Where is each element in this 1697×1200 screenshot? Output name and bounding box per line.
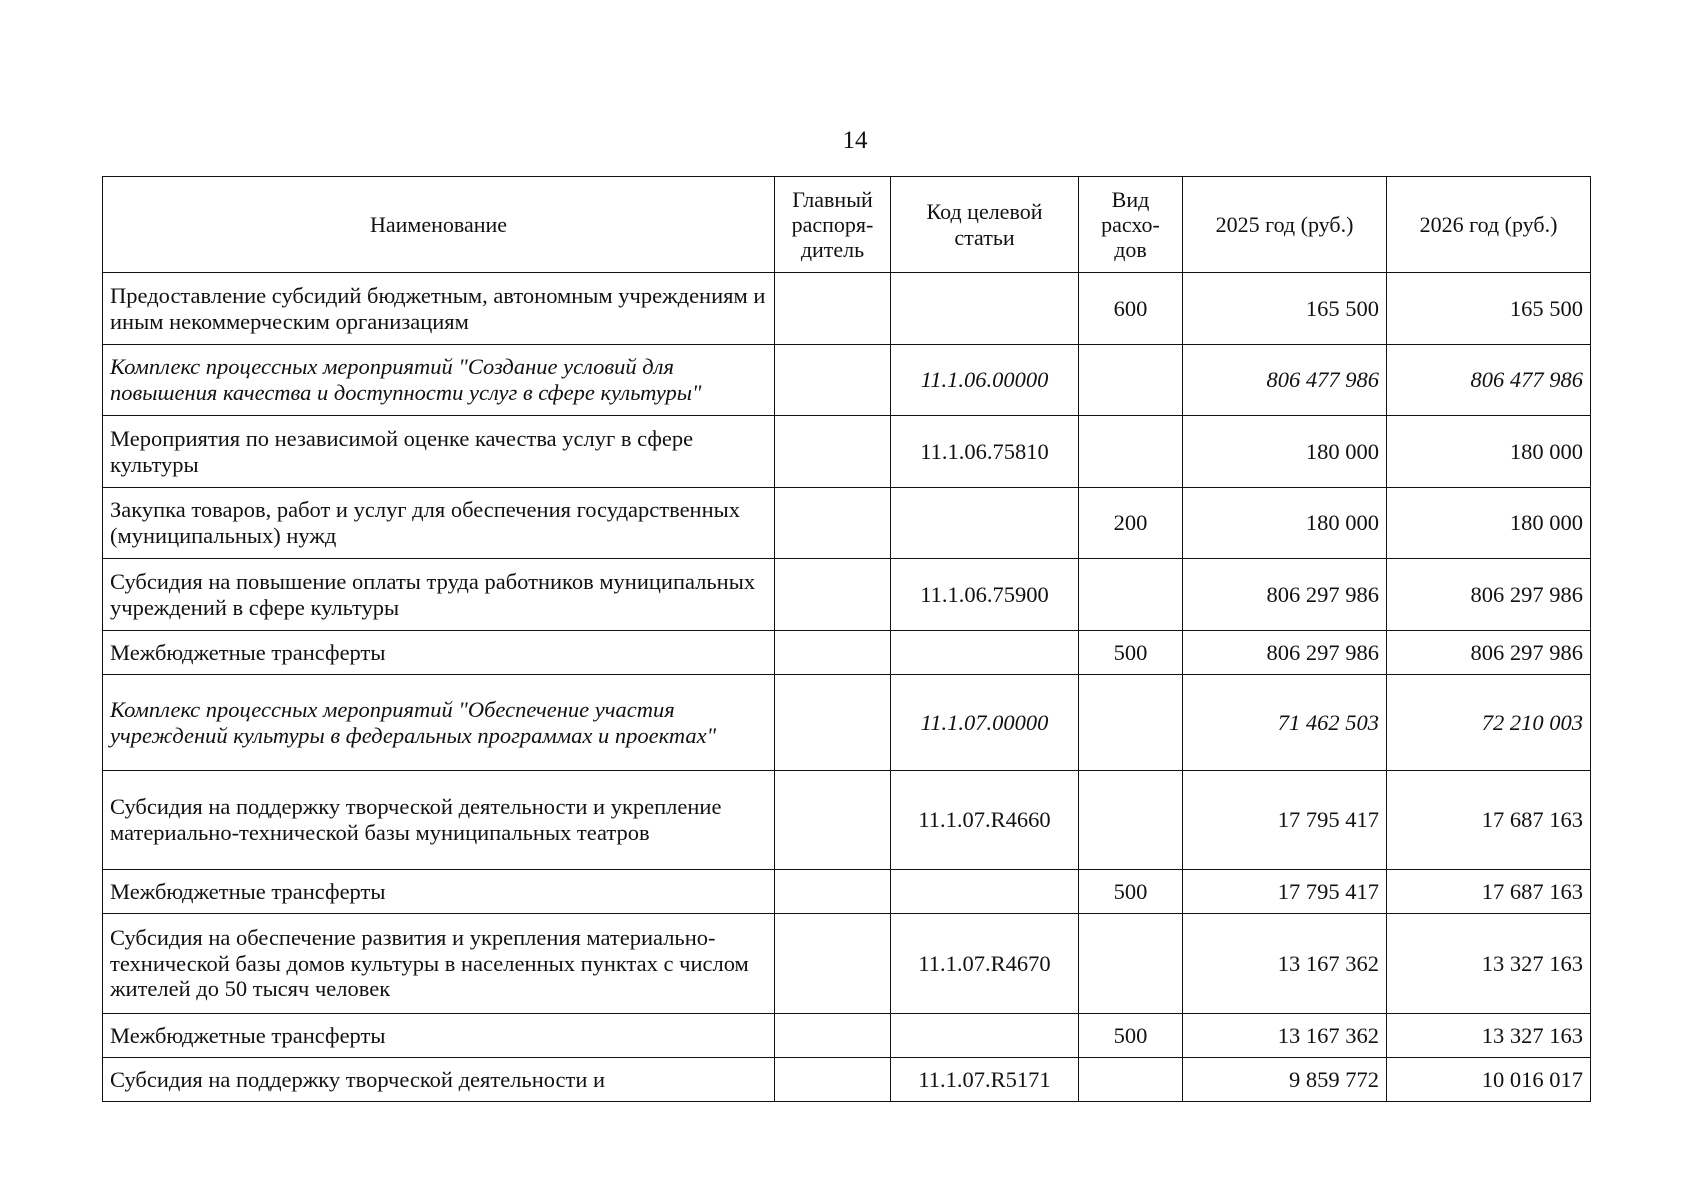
table-row (103, 675, 1591, 771)
header-name: Наименование (103, 177, 775, 273)
cell-name: Комплекс процессных мероприятий "Создание условий для повышения качества и доступности услуг в сфере культуры" (103, 345, 775, 416)
table-row (103, 771, 1591, 870)
cell-2025: 806 477 986 (1183, 345, 1387, 416)
cell-dispatcher (775, 1014, 891, 1058)
cell-2026: 180 000 (1387, 488, 1591, 559)
cell-2026: 165 500 (1387, 273, 1591, 345)
cell-dispatcher (775, 273, 891, 345)
cell-2026: 806 297 986 (1387, 559, 1591, 631)
cell-vid (1079, 559, 1183, 631)
cell-code: 11.1.06.00000 (891, 345, 1079, 416)
cell-dispatcher (775, 914, 891, 1014)
cell-dispatcher (775, 631, 891, 675)
table-row (103, 914, 1591, 1014)
cell-2025: 17 795 417 (1183, 870, 1387, 914)
cell-2026: 17 687 163 (1387, 870, 1591, 914)
cell-code (891, 1014, 1079, 1058)
cell-dispatcher (775, 771, 891, 870)
cell-2025: 71 462 503 (1183, 675, 1387, 771)
cell-2026: 806 297 986 (1387, 631, 1591, 675)
cell-code: 11.1.07.00000 (891, 675, 1079, 771)
cell-code: 11.1.06.75900 (891, 559, 1079, 631)
cell-vid: 600 (1079, 273, 1183, 345)
cell-name: Межбюджетные трансферты (103, 1014, 775, 1058)
cell-vid: 500 (1079, 631, 1183, 675)
cell-2025: 165 500 (1183, 273, 1387, 345)
cell-2025: 180 000 (1183, 488, 1387, 559)
table-row (103, 559, 1591, 631)
cell-dispatcher (775, 1058, 891, 1102)
table-row (103, 416, 1591, 488)
cell-dispatcher (775, 416, 891, 488)
cell-vid: 500 (1079, 1014, 1183, 1058)
cell-2026: 10 016 017 (1387, 1058, 1591, 1102)
header-2026: 2026 год (руб.) (1387, 177, 1591, 273)
cell-2026: 13 327 163 (1387, 914, 1591, 1014)
table-row (103, 1058, 1591, 1102)
cell-code (891, 273, 1079, 345)
header-code: Код целевой статьи (891, 177, 1079, 273)
cell-2026: 180 000 (1387, 416, 1591, 488)
cell-code (891, 488, 1079, 559)
cell-code: 11.1.07.R4670 (891, 914, 1079, 1014)
table-row (103, 273, 1591, 345)
cell-code: 11.1.06.75810 (891, 416, 1079, 488)
cell-code: 11.1.07.R5171 (891, 1058, 1079, 1102)
cell-2025: 180 000 (1183, 416, 1387, 488)
cell-2025: 806 297 986 (1183, 559, 1387, 631)
table-row (103, 631, 1591, 675)
header-vid: Вид расхо-дов (1079, 177, 1183, 273)
budget-table (102, 176, 1591, 1102)
cell-name: Предоставление субсидий бюджетным, автономным учреждениям и иным некоммерческим организациям (103, 273, 775, 345)
cell-vid (1079, 345, 1183, 416)
cell-name: Межбюджетные трансферты (103, 631, 775, 675)
page-number: 14 (842, 127, 868, 154)
cell-2026: 13 327 163 (1387, 1014, 1591, 1058)
cell-dispatcher (775, 675, 891, 771)
cell-2025: 13 167 362 (1183, 1014, 1387, 1058)
cell-vid (1079, 675, 1183, 771)
cell-2026: 72 210 003 (1387, 675, 1591, 771)
cell-name: Субсидия на обеспечение развития и укрепления материально-технической базы домов культуры в населенных пунктах с числом жителей до 50 тысяч человек (103, 914, 775, 1014)
cell-vid: 500 (1079, 870, 1183, 914)
cell-name: Субсидия на поддержку творческой деятельности и (103, 1058, 775, 1102)
cell-name: Субсидия на поддержку творческой деятельности и укрепление материально-технической базы муниципальных театров (103, 771, 775, 870)
cell-2025: 17 795 417 (1183, 771, 1387, 870)
table-row (103, 870, 1591, 914)
cell-dispatcher (775, 870, 891, 914)
cell-code: 11.1.07.R4660 (891, 771, 1079, 870)
cell-name: Комплекс процессных мероприятий "Обеспечение участия учреждений культуры в федеральных программах и проектах" (103, 675, 775, 771)
table-row (103, 488, 1591, 559)
table-row (103, 345, 1591, 416)
cell-2025: 806 297 986 (1183, 631, 1387, 675)
cell-2026: 17 687 163 (1387, 771, 1591, 870)
cell-dispatcher (775, 488, 891, 559)
table-row (103, 1014, 1591, 1058)
cell-vid (1079, 1058, 1183, 1102)
cell-code (891, 631, 1079, 675)
cell-2026: 806 477 986 (1387, 345, 1591, 416)
header-2025: 2025 год (руб.) (1183, 177, 1387, 273)
cell-vid (1079, 914, 1183, 1014)
table-body (103, 273, 1591, 1102)
cell-dispatcher (775, 345, 891, 416)
cell-vid: 200 (1079, 488, 1183, 559)
cell-name: Межбюджетные трансферты (103, 870, 775, 914)
header-dispatcher: Главный распоря-дитель (775, 177, 891, 273)
cell-vid (1079, 771, 1183, 870)
cell-2025: 13 167 362 (1183, 914, 1387, 1014)
cell-name: Субсидия на повышение оплаты труда работников муниципальных учреждений в сфере культуры (103, 559, 775, 631)
table-header-row (103, 177, 1591, 273)
cell-name: Мероприятия по независимой оценке качества услуг в сфере культуры (103, 416, 775, 488)
cell-dispatcher (775, 559, 891, 631)
cell-vid (1079, 416, 1183, 488)
cell-2025: 9 859 772 (1183, 1058, 1387, 1102)
cell-code (891, 870, 1079, 914)
cell-name: Закупка товаров, работ и услуг для обеспечения государственных (муниципальных) нужд (103, 488, 775, 559)
